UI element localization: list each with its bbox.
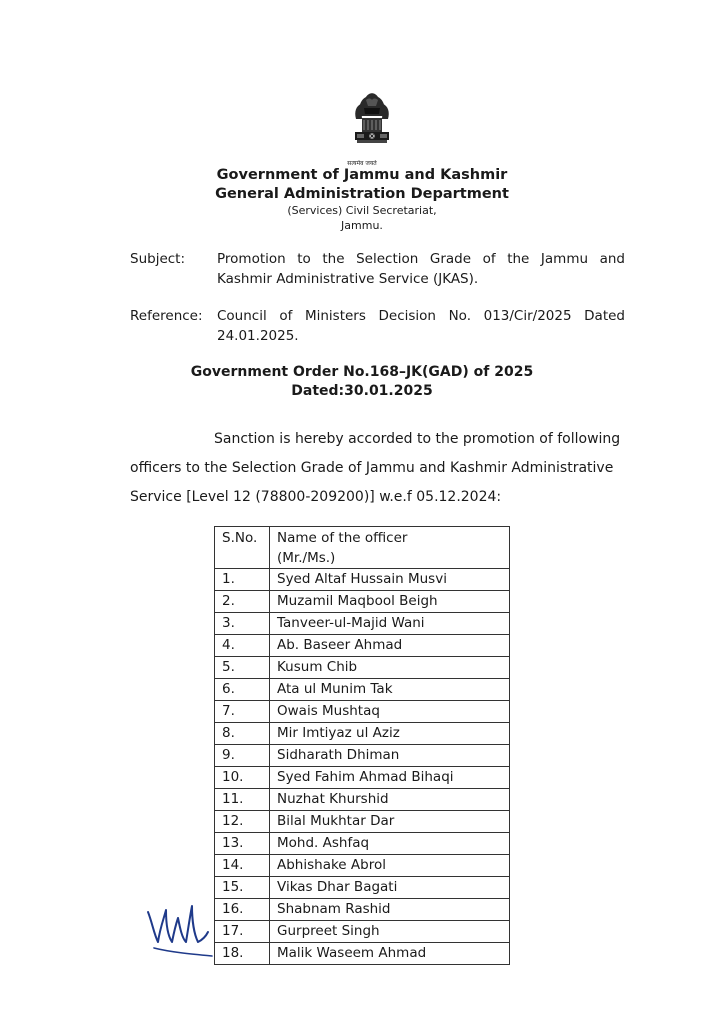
body-line-1: Sanction is hereby accorded to the promotion of following xyxy=(214,431,621,447)
cell-officer-name: Ab. Baseer Ahmad xyxy=(270,635,510,657)
table-row xyxy=(215,613,510,635)
table-row xyxy=(215,877,510,899)
table-row xyxy=(215,833,510,855)
cell-sno: 15. xyxy=(215,877,270,899)
body-line-3: Service [Level 12 (78800-209200)] w.e.f 05.12.2024: xyxy=(130,489,502,505)
table-row xyxy=(215,899,510,921)
cell-officer-name: Syed Altaf Hussain Musvi xyxy=(270,569,510,591)
cell-sno: 6. xyxy=(215,679,270,701)
table-row xyxy=(215,921,510,943)
cell-sno: 8. xyxy=(215,723,270,745)
office-location: Jammu. xyxy=(341,219,383,232)
cell-sno: 4. xyxy=(215,635,270,657)
order-number: Government Order No.168–JK(GAD) of 2025 xyxy=(190,364,534,380)
table-row xyxy=(215,745,510,767)
cell-officer-name: Muzamil Maqbool Beigh xyxy=(270,591,510,613)
reference-label: Reference: xyxy=(130,308,203,324)
cell-officer-name: Malik Waseem Ahmad xyxy=(270,943,510,965)
officers-table xyxy=(214,526,510,965)
state-emblem-icon xyxy=(346,86,398,166)
table-row xyxy=(215,569,510,591)
cell-sno: 7. xyxy=(215,701,270,723)
cell-officer-name: Kusum Chib xyxy=(270,657,510,679)
signature-icon xyxy=(142,898,216,958)
reference-text: Council of Ministers Decision No. 013/Cir/2025 Dated 24.01.2025. xyxy=(217,308,625,344)
state-emblem xyxy=(346,86,398,166)
table-row xyxy=(215,767,510,789)
department-title: General Administration Department xyxy=(215,186,509,202)
cell-sno: 12. xyxy=(215,811,270,833)
cell-officer-name: Mohd. Ashfaq xyxy=(270,833,510,855)
body-line-2: officers to the Selection Grade of Jammu and Kashmir Administrative xyxy=(130,460,614,476)
table-row xyxy=(215,855,510,877)
office-name: (Services) Civil Secretariat, xyxy=(287,204,437,217)
cell-sno: 13. xyxy=(215,833,270,855)
cell-officer-name: Tanveer-ul-Majid Wani xyxy=(270,613,510,635)
subject-label: Subject: xyxy=(130,251,186,267)
table-row xyxy=(215,635,510,657)
cell-sno: 17. xyxy=(215,921,270,943)
cell-officer-name: Nuzhat Khurshid xyxy=(270,789,510,811)
cell-sno: 2. xyxy=(215,591,270,613)
cell-sno: 18. xyxy=(215,943,270,965)
cell-sno: 9. xyxy=(215,745,270,767)
government-title: Government of Jammu and Kashmir xyxy=(216,167,508,183)
emblem-caption: सत्यमेव जयते xyxy=(347,160,377,167)
cell-officer-name: Sidharath Dhiman xyxy=(270,745,510,767)
order-date: Dated:30.01.2025 xyxy=(291,383,433,399)
table-header-row xyxy=(215,527,510,569)
table-row xyxy=(215,811,510,833)
cell-officer-name: Ata ul Munim Tak xyxy=(270,679,510,701)
cell-officer-name: Vikas Dhar Bagati xyxy=(270,877,510,899)
table-row xyxy=(215,943,510,965)
header-sno: S.No. xyxy=(215,527,270,569)
cell-sno: 11. xyxy=(215,789,270,811)
cell-officer-name: Syed Fahim Ahmad Bihaqi xyxy=(270,767,510,789)
table-row xyxy=(215,591,510,613)
table-row xyxy=(215,723,510,745)
cell-officer-name: Gurpreet Singh xyxy=(270,921,510,943)
cell-officer-name: Mir Imtiyaz ul Aziz xyxy=(270,723,510,745)
table-row xyxy=(215,657,510,679)
cell-officer-name: Shabnam Rashid xyxy=(270,899,510,921)
cell-sno: 16. xyxy=(215,899,270,921)
table-row xyxy=(215,789,510,811)
cell-officer-name: Abhishake Abrol xyxy=(270,855,510,877)
cell-sno: 10. xyxy=(215,767,270,789)
signature xyxy=(142,898,216,958)
table-row xyxy=(215,701,510,723)
cell-sno: 3. xyxy=(215,613,270,635)
cell-sno: 1. xyxy=(215,569,270,591)
cell-officer-name: Owais Mushtaq xyxy=(270,701,510,723)
cell-sno: 14. xyxy=(215,855,270,877)
table-row xyxy=(215,679,510,701)
header-name: Name of the officer (Mr./Ms.) xyxy=(270,527,510,569)
subject-text: Promotion to the Selection Grade of the Jammu and Kashmir Administrative Service (JKAS). xyxy=(217,251,625,287)
cell-officer-name: Bilal Mukhtar Dar xyxy=(270,811,510,833)
cell-sno: 5. xyxy=(215,657,270,679)
